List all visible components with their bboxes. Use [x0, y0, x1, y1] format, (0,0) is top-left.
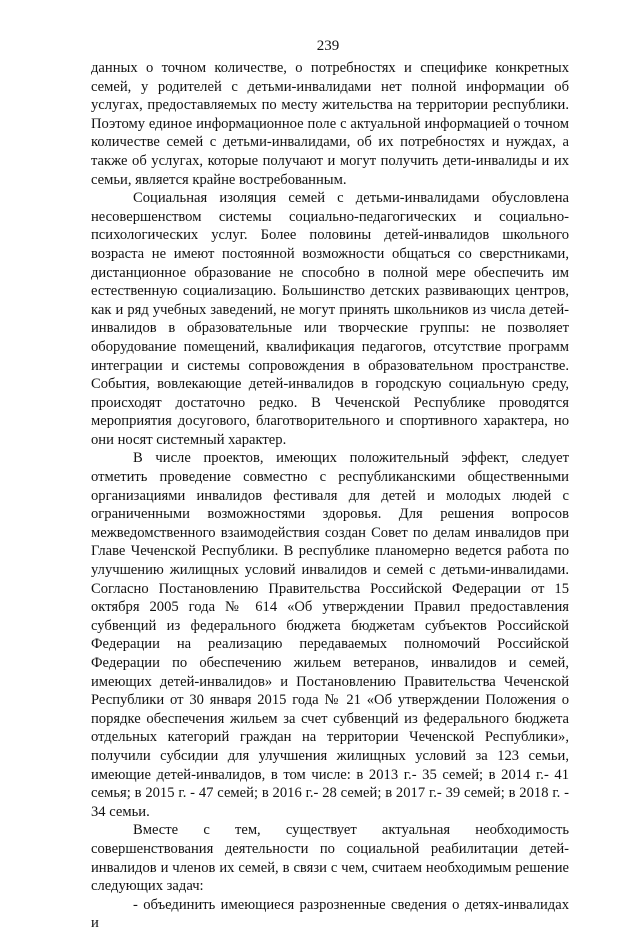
- paragraph-3: В числе проектов, имеющих положительный эффект, следует отметить проведение совместно с республиканскими общественными организациями инвалидов фестиваля для детей и молодых людей с ограниченными возможностями здоровья. Для решения вопросов межведомственного взаимодействия создан Совет по делам инвалидов при Главе Чеченской Республики. В республике планомерно ведется работа по улучшению жилищных условий инвалидов и семей с детьми-инвалидами. Согласно Постановлению Правительства Российской Федерации от 15 октября 2005 года № 614 «Об утверждении Правил предоставления субвенций из федерального бюджета бюджетам субъектов Российской Федерации на реализацию передаваемых полномочий Российской Федерации по обеспечению жильем ветеранов, инвалидов и семей, имеющих детей-инвалидов» и Постановлению Правительства Чеченской Республики от 30 января 2015 года № 21 «Об утверждении Положения о порядке обеспечения жильем за счет субвенций из федерального бюджета отдельных категорий граждан на территории Чеченской Республики», получили субсидии для улучшения жилищных условий за 123 семьи, имеющие детей-инвалидов, в том числе: в 2013 г.- 35 семей; в 2014 г.- 41 семья; в 2015 г. - 47 семей; в 2016 г.- 28 семей; в 2017 г.- 39 семей; в 2018 г. - 34 семьи.: [91, 450, 569, 820]
- page-number: 239: [316, 38, 340, 54]
- paragraph-5: - объединить имеющиеся разрозненные сведения о детях-инвалидах и: [91, 896, 569, 932]
- paragraph-1: данных о точном количестве, о потребностях и специфике конкретных семей, у родителей с детьми-инвалидами нет полной информации об услугах, предоставляемых по месту жительства на территории республики. Поэтому единое информационное поле с актуальной информацией о точном количестве семей с детьми-инвалидами, об их потребностях и нуждах, а также об услугах, которые получают и могут получить дети-инвалиды и их семьи, является крайне востребованным.: [91, 60, 569, 188]
- document-page: [91, 37, 569, 933]
- paragraph-2: Социальная изоляция семей с детьми-инвалидами обусловлена несовершенством системы социально-педагогических и социально-психологических услуг. Более половины детей-инвалидов школьного возраста не имеют постоянной возможности общаться со сверстниками, дистанционное образование не способно в полной мере обеспечить им естественную социализацию. Большинство детских развивающих центров, как и ряд учебных заведений, не могут принять школьников из числа детей-инвалидов в образовательные или творческие группы: не позволяет оборудование помещений, квалификация педагогов, отсутствие программ интеграции и системы сопровождения в образовательном пространстве. События, вовлекающие детей-инвалидов в городскую социальную среду, происходят достаточно редко. В Чеченской Республике проводятся мероприятия досугового, благотворительного и спортивного характера, но они носят системный характер.: [91, 190, 569, 448]
- paragraph-4: Вместе с тем, существует актуальная необходимость совершенствования деятельности по социальной реабилитации детей-инвалидов и членов их семей, в связи с чем, считаем необходимым решение следующих задач:: [91, 822, 569, 895]
